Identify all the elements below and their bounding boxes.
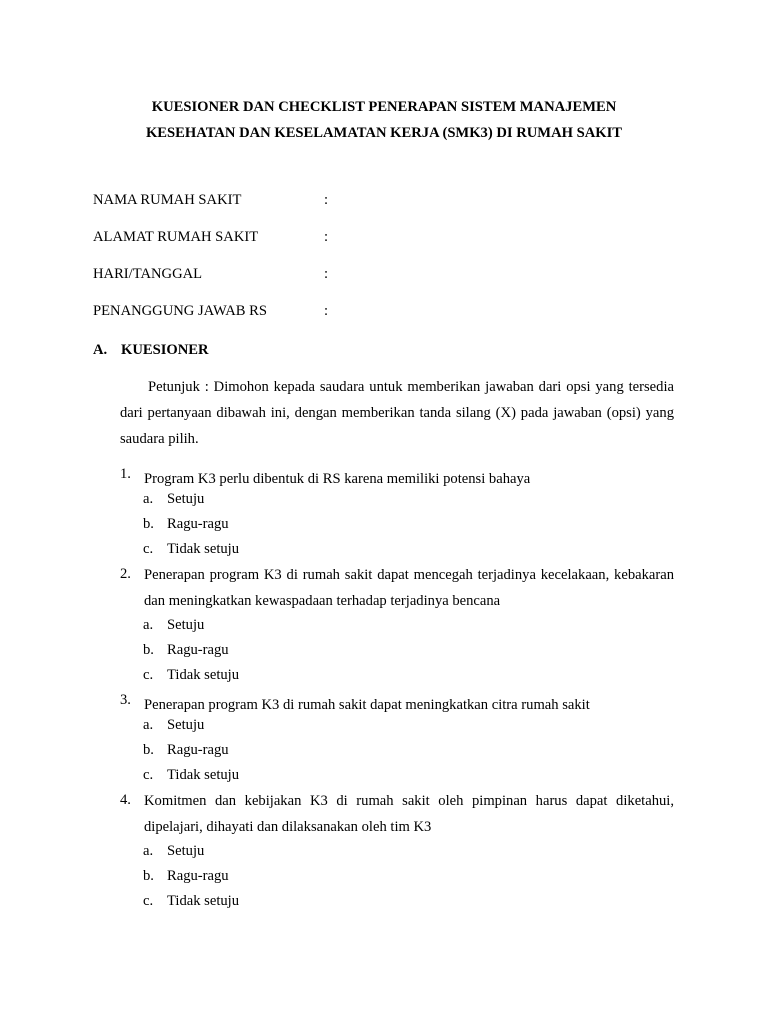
section-title: KUESIONER: [121, 342, 209, 358]
field-colon: :: [324, 303, 329, 319]
option-letter: c.: [143, 667, 154, 683]
document-title-line-2: KESEHATAN DAN KESELAMATAN KERJA (SMK3) DI RUMAH SAKIT: [145, 125, 623, 141]
instruction-paragraph: Petunjuk : Dimohon kepada saudara untuk memberikan jawaban dari opsi yang tersedia dari pertanyaan dibawah ini, dengan memberikan tanda silang (X) pada jawaban (opsi) yang saudara pilih.: [120, 379, 674, 447]
option-text: Setuju: [167, 491, 205, 507]
question-1-option-c: [0, 541, 768, 561]
option-text: Setuju: [167, 617, 205, 633]
option-text: Ragu-ragu: [167, 642, 229, 658]
option-text: Tidak setuju: [167, 541, 240, 557]
question-4-option-a: [0, 843, 768, 863]
field-colon: :: [324, 229, 329, 245]
option-letter: b.: [143, 516, 154, 532]
section-letter: A.: [93, 342, 108, 358]
question-text: Komitmen dan kebijakan K3 di rumah sakit oleh pimpinan harus dapat diketahui, dipelajari, dihayati dan dilaksanakan oleh tim K3: [144, 793, 674, 835]
option-letter: b.: [143, 742, 154, 758]
question-3-option-c: [0, 767, 768, 787]
option-letter: a.: [143, 617, 154, 633]
option-text: Tidak setuju: [167, 767, 240, 783]
field-colon: :: [324, 192, 329, 208]
field-colon: :: [324, 266, 329, 282]
question-number: 2.: [120, 566, 131, 582]
field-label: HARI/TANGGAL: [93, 266, 203, 282]
option-text: Tidak setuju: [167, 893, 240, 909]
question-4-option-b: [0, 868, 768, 888]
option-letter: c.: [143, 893, 154, 909]
question-2-option-b: [0, 642, 768, 662]
question-2-option-a: [0, 617, 768, 637]
option-letter: a.: [143, 717, 154, 733]
question-1-option-b: [0, 516, 768, 536]
field-label: ALAMAT RUMAH SAKIT: [93, 229, 259, 245]
option-letter: b.: [143, 868, 154, 884]
field-label: PENANGGUNG JAWAB RS: [93, 303, 267, 319]
question-4-option-c: [0, 893, 768, 913]
question-1-option-a: [0, 491, 768, 511]
option-letter: c.: [143, 767, 154, 783]
question-3-option-b: [0, 742, 768, 762]
question-text: Program K3 perlu dibentuk di RS karena memiliki potensi bahaya: [144, 471, 531, 487]
option-letter: a.: [143, 843, 154, 859]
option-letter: a.: [143, 491, 154, 507]
option-text: Ragu-ragu: [167, 516, 229, 532]
document-title-line-1: KUESIONER DAN CHECKLIST PENERAPAN SISTEM MANAJEMEN: [151, 99, 617, 115]
question-2-option-c: [0, 667, 768, 687]
question-text: Penerapan program K3 di rumah sakit dapat meningkatkan citra rumah sakit: [144, 697, 590, 713]
option-letter: c.: [143, 541, 154, 557]
question-3-option-a: [0, 717, 768, 737]
question-number: 1.: [120, 466, 131, 482]
option-text: Setuju: [167, 843, 205, 859]
option-text: Setuju: [167, 717, 205, 733]
field-label: NAMA RUMAH SAKIT: [93, 192, 242, 208]
option-text: Tidak setuju: [167, 667, 240, 683]
question-number: 3.: [120, 692, 131, 708]
question-text: Penerapan program K3 di rumah sakit dapat mencegah terjadinya kecelakaan, kebakaran dan meningkatkan kewaspadaan terhadap terjadinya bencana: [144, 567, 674, 609]
option-letter: b.: [143, 642, 154, 658]
question-number: 4.: [120, 792, 131, 808]
option-text: Ragu-ragu: [167, 742, 229, 758]
option-text: Ragu-ragu: [167, 868, 229, 884]
